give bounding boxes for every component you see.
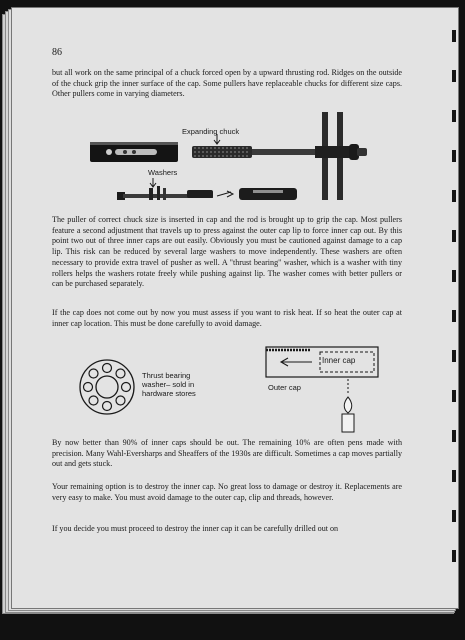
thrust-bearing-washer-drawing xyxy=(78,358,138,418)
paragraph-chuck-intro: but all work on the same principal of a chuck forced open by a upward thrusting rod. Ridges on the outside of the chuck grip the inner surface of the cap. Some pullers have replaceable chucks for different size caps. Other pullers come in varying diameters. xyxy=(52,68,402,99)
washers-label: Washers xyxy=(148,168,178,177)
spiral-binding-mark xyxy=(452,350,456,362)
paragraph-remaining-caps: By now better than 90% of inner caps should be out. The remaining 10% are often pens made with precision. Many Wahl-Eversharps and Sheaffers of the 1930s are difficult. Sometimes a cap moves partially out and gets stuck. xyxy=(52,438,402,469)
expanding-chuck-label: Expanding chuck xyxy=(182,127,240,136)
cap-puller-illustration xyxy=(87,106,377,201)
paragraph-puller-usage: The puller of correct chuck size is inserted in cap and the rod is brought up to grip the cap. Most pullers feature a second adjustment that travels up to press against the outer cap lip to force inner cap out. By this point two out of three inner caps are out easily. Obviously you must be cautioned against damage to a cap lip. This risk can be reduced by several large washers to move independently. These washers are often necessary to provide extra travel of pusher as well. A "thrust bearing" washer, which is a washer with tiny rollers helps the washers rotate freely while pushing against lip. The washer comes with better pullers or can be purchased separately. xyxy=(52,215,402,289)
page-number: 86 xyxy=(52,47,62,58)
spiral-binding-mark xyxy=(452,390,456,402)
spiral-binding-mark xyxy=(452,70,456,82)
spiral-binding-mark xyxy=(452,30,456,42)
pen-cap-piece xyxy=(217,188,297,200)
washers-puller xyxy=(117,178,213,200)
paragraph-heat: If the cap does not come out by now you must assess if you want to risk heat. If so heat the outer cap at inner cap location. This must be done carefully to avoid damage. xyxy=(52,308,402,328)
spiral-binding-mark xyxy=(452,230,456,242)
outer-cap-label: Outer cap xyxy=(268,383,301,392)
spiral-binding-mark xyxy=(452,430,456,442)
threaded-rod-assembly xyxy=(192,112,367,200)
paragraph-destroy-option: Your remaining option is to destroy the inner cap. No great loss to damage or destroy it. Replacements are very easy to make. You must avoid damage to the outer cap, clip and threads, however. xyxy=(52,482,402,502)
spiral-binding-mark xyxy=(452,270,456,282)
spiral-binding-mark xyxy=(452,310,456,322)
spiral-binding-mark xyxy=(452,470,456,482)
inner-cap-label: Inner cap xyxy=(322,356,356,365)
spiral-binding-mark xyxy=(452,510,456,522)
paragraph-drill-out: If you decide you must proceed to destroy the inner cap it can be carefully drilled out on xyxy=(52,524,339,533)
book-page xyxy=(11,7,459,609)
spiral-binding-mark xyxy=(452,550,456,562)
expanding-chuck-tube xyxy=(90,142,178,162)
spiral-binding-mark xyxy=(452,190,456,202)
spiral-binding-mark xyxy=(452,150,456,162)
spiral-binding-mark xyxy=(452,110,456,122)
thrust-bearing-label: Thrust bearing washer– sold in hardware stores xyxy=(142,371,196,398)
